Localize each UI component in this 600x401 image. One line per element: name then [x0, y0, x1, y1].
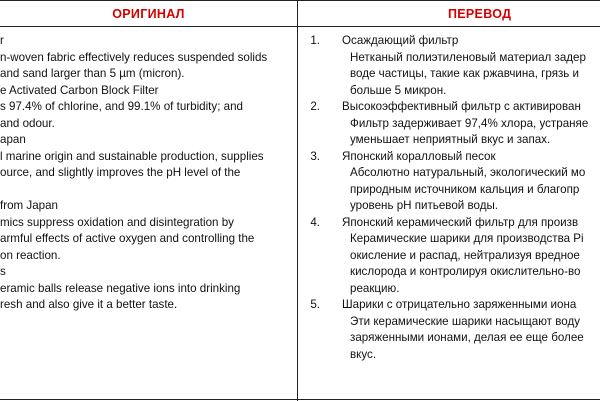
original-line: from Japan [0, 199, 58, 212]
translation-line: вкус. [350, 347, 377, 361]
translation-line: Эти керамические шарики насыщают воду [350, 314, 581, 328]
translation-line: Нетканый полиэтиленовый материал задер [350, 50, 586, 64]
original-line: e Activated Carbon Block Filter [0, 83, 159, 97]
original-line: eramic balls release negative ions into drinking [0, 281, 241, 295]
original-line: mics suppress oxidation and disintegration by [0, 215, 234, 229]
translation-column [298, 33, 600, 363]
item-number: 1. [310, 34, 320, 47]
translation-line: кислорода и контролируя окислительно-во [350, 265, 581, 278]
original-line: apan [0, 133, 26, 146]
translation-line: реакцию. [350, 281, 400, 295]
item-number: 3. [310, 149, 320, 163]
original-line: resh and also give it a better taste. [0, 298, 178, 311]
original-line: l marine origin and sustainable production, supplies [0, 149, 264, 163]
translation-item-title: 3. Японский коралловый песок [298, 149, 600, 166]
translation-line: заряженными ионами, делая ее еще более [350, 331, 584, 344]
translation-line: Фильтр задерживает 97,4% хлора, устраняе [350, 116, 589, 130]
translation-line: природным источником кальция и благопр [350, 182, 580, 196]
item-number: 5. [310, 298, 320, 311]
translation-line: уменьшает неприятный вкус и запах. [350, 133, 551, 146]
original-line: on reaction. [0, 248, 61, 262]
header-original: ОРИГИНАЛ [112, 7, 185, 21]
translation-item-title: 1. Осаждающий фильтр [298, 33, 600, 50]
translation-line: больше 5 микрон. [350, 83, 447, 97]
translation-item-title: 2. Высокоэффективный фильтр с активирован [298, 99, 600, 116]
original-line: and sand larger than 5 µm (micron). [0, 67, 185, 80]
translation-line: окисление и распад, нейтрализуя вредное [350, 248, 580, 262]
original-line [0, 182, 297, 199]
original-column [0, 33, 297, 314]
header-translation: ПЕРЕВОД [448, 7, 512, 21]
original-line: s [0, 265, 6, 278]
translation-line: уровень pH питьевой воды. [350, 199, 499, 212]
translation-line: Абсолютно натуральный, экологический мо [350, 166, 586, 179]
original-line: r [0, 34, 4, 47]
translation-item-title: 5. Шарики с отрицательно заряженными иона [298, 297, 600, 314]
translation-line: воде частицы, такие как ржавчина, грязь и [350, 67, 580, 80]
item-number: 4. [310, 215, 320, 229]
header-divider [0, 26, 600, 27]
original-line: n-woven fabric effectively reduces suspended solids [0, 50, 268, 64]
translation-line: Керамические шарики для производства Pi [350, 232, 584, 245]
original-line: and odour. [0, 116, 55, 130]
original-line: ource, and slightly improves the pH level of the [0, 166, 241, 179]
item-number: 2. [310, 100, 320, 113]
original-line: s 97.4% of chlorine, and 99.1% of turbidity; and [0, 100, 243, 113]
translation-item-title: 4. Японский керамический фильтр для произв [298, 215, 600, 232]
original-line: armful effects of active oxygen and controlling the [0, 232, 255, 245]
